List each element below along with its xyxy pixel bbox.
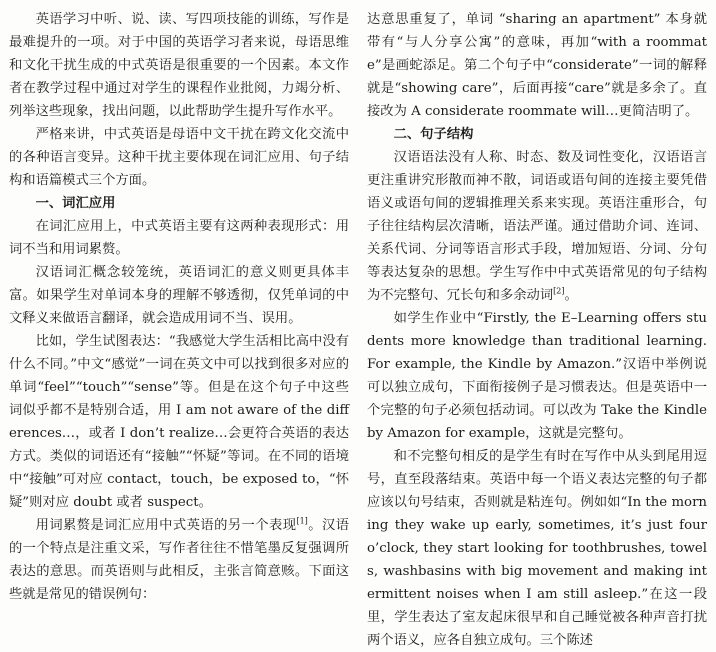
paragraph: 严格来讲，中式英语是母语中文干扰在跨文化交流中的各种语言变异。这种干扰主要体现在词汇应用、句子结构和语篇模式三个方面。 bbox=[9, 127, 349, 188]
right-column bbox=[367, 8, 707, 648]
section-heading-sentence-structure: 二、句子结构 bbox=[393, 127, 474, 142]
paragraph: 达意思重复了，单词 “sharing an apartment” 本身就带有“与人分享公寓”的意味，再加“with a roommate”是画蛇添足。第二个句子中“considerate”一词的解释就是“showing care”，后面再接“care”就是多余了。直接改为 A considerate roommate will…更简洁明了。 bbox=[367, 12, 707, 119]
paragraph-text: 。 bbox=[564, 288, 578, 303]
paragraph-text: 汉语语法没有人称、时态、数及词性变化，汉语语言更注重讲究形散而神不散，词语或语句间的连接主要凭借语义或语句间的逻辑推理关系来实现。英语注重形合，句子往往结构层次清晰，语法严谨。通过借助介词、连词、关系代词、分词等语言形式手段，增加短语、分词、分句等表达复杂的思想。学生写作中中式英语常见的句子结构为不完整句、冗长句和多余动词 bbox=[367, 150, 707, 303]
citation-ref[interactable]: [2] bbox=[553, 286, 565, 296]
section-heading-vocabulary: 一、词汇应用 bbox=[35, 196, 116, 211]
paragraph: 如学生作业中“Firstly, the E–Learning offers students more knowledge than traditional learning. For example, the Kindle by Amazon.”汉语中举例说可以独立成句，下面衔接例子是习惯表达。但是英语中一个完整的句子必须包括动词。可以改为 Take the Kindle by Amazon for example，这就是完整句。 bbox=[367, 311, 707, 441]
paragraph: 比如，学生试图表达：“我感觉大学生活相比高中没有什么不同。”中文“感觉”一词在英文中可以找到很多对应的单词“feel”“touch”“sense”等。但是在这个句子中这些词似乎都不是特别合适，用 I am not aware of the differences…，或者 I don’t realize…会更符合英语的表达方式。类似的词语还有“接触”“怀疑”等词。在不同的语境中“接触”可对应 contact，touch，be exposed to，“怀疑”则对应 doubt 或者 suspect。 bbox=[9, 334, 349, 510]
left-column bbox=[9, 8, 350, 602]
paragraph bbox=[367, 146, 707, 307]
paragraph-text: 。汉语的一个特点是注重文采，写作者往往不惜笔墨反复强调所表达的意思。而英语则与此相反，主张言简意赅。下面这些就是常见的错误例句： bbox=[9, 518, 350, 602]
paragraph: 在词汇应用上，中式英语主要有这两种表现形式：用词不当和用词累赘。 bbox=[9, 219, 349, 257]
paragraph bbox=[9, 514, 349, 606]
paragraph-text: 用词累赘是词汇应用中式英语的另一个表现 bbox=[35, 518, 297, 533]
paragraph: 和不完整句相反的是学生有时在写作中从头到尾用逗号，直至段落结束。英语中每一个语义表达完整的句子都应该以句号结束，否则就是粘连句。例如如“In the morning they wake up early, sometimes, it’s just four o’clock, they start looking for toothbrushes, towels, washbasins with big movement and making intermittent noises when I am still asleep.”在这一段里，学生表达了室友起床很早和自己睡觉被各种声音打扰两个语义，应各自独立成句。三个陈述 bbox=[367, 449, 707, 648]
paragraph: 汉语词汇概念较笼统，英语词汇的意义则更具体丰富。如果学生对单词本身的理解不够透彻，仅凭单词的中文释义来做语言翻译，就会造成用词不当、误用。 bbox=[9, 265, 349, 326]
paragraph: 英语学习中听、说、读、写四项技能的训练，写作是最难提升的一项。对于中国的英语学习者来说，母语思维和文化干扰生成的中式英语是很重要的一个因素。本文作者在教学过程中通过对学生的课程作业批阅，力竭分析、列举这些现象，找出问题，以此帮助学生提升写作水平。 bbox=[9, 12, 349, 119]
citation-ref[interactable]: [1] bbox=[296, 516, 308, 526]
